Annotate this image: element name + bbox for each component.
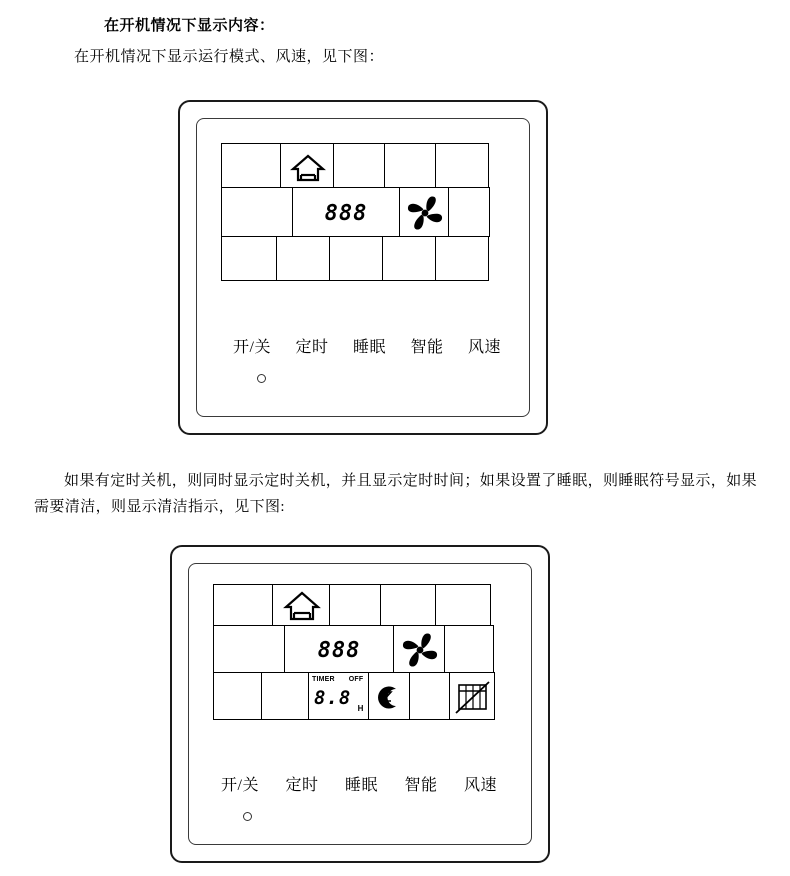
lcd-cell-sleep	[368, 672, 410, 720]
controller-panel-2	[170, 545, 550, 863]
off-label: OFF	[348, 676, 364, 683]
lcd-cell	[213, 672, 262, 720]
lcd-cell	[329, 584, 381, 626]
home-icon	[281, 144, 335, 189]
temperature-value: 888	[317, 638, 361, 663]
lcd-cell	[221, 187, 293, 237]
controller-bezel-2	[188, 563, 532, 845]
lcd-cell	[221, 143, 281, 188]
controller-panel-1	[178, 100, 548, 435]
lcd-cell	[221, 236, 277, 281]
button-timer-2[interactable]: 定时	[285, 777, 319, 794]
temperature-value: 888	[324, 201, 368, 226]
lcd-cell	[333, 143, 385, 188]
lcd-cell	[444, 625, 494, 673]
button-row-1	[233, 334, 501, 357]
lcd-display-2	[213, 584, 495, 728]
timer-label: TIMER	[311, 676, 335, 683]
lcd-cell-fan	[393, 625, 445, 673]
lcd-cell	[435, 143, 489, 188]
moon-icon	[369, 673, 411, 721]
lcd-row-middle-2	[213, 625, 495, 673]
lcd-cell-temperature	[292, 187, 400, 237]
lcd-cell-fan	[399, 187, 449, 237]
lcd-cell	[380, 584, 436, 626]
button-sleep-1[interactable]: 睡眠	[352, 339, 386, 356]
page-subline: 在开机情况下显示运行模式、风速，见下图：	[74, 49, 385, 65]
lcd-row-top-1	[221, 143, 491, 188]
button-sleep-2[interactable]: 睡眠	[344, 777, 378, 794]
fan-icon	[400, 188, 450, 238]
button-fanspeed-2[interactable]: 风速	[463, 777, 497, 794]
lcd-cell	[409, 672, 451, 720]
lcd-row-middle-1	[221, 187, 491, 237]
fan-icon	[394, 626, 446, 674]
lcd-cell-timer	[308, 672, 369, 720]
lcd-cell	[261, 672, 309, 720]
timer-unit: H	[357, 704, 364, 713]
lcd-cell-mode	[280, 143, 334, 188]
timer-value: 8.8	[313, 687, 352, 709]
lcd-cell	[435, 236, 489, 281]
lcd-cell-clean	[449, 672, 495, 720]
controller-bezel-1	[196, 118, 530, 417]
power-led-1	[257, 374, 266, 383]
button-timer-1[interactable]: 定时	[295, 339, 329, 356]
lcd-cell	[382, 236, 436, 281]
lcd-row-bottom-1	[221, 236, 491, 281]
lcd-cell	[276, 236, 330, 281]
lcd-cell-temperature	[284, 625, 394, 673]
body-paragraph: 如果有定时关机，则同时显示定时关机，并且显示定时时间；如果设置了睡眠，则睡眠符号显示，如果需要清洁，则显示清洁指示，见下图:	[34, 473, 758, 515]
lcd-cell-mode	[272, 584, 330, 626]
lcd-cell	[384, 143, 436, 188]
power-led-2	[243, 812, 252, 821]
button-row-2	[221, 772, 497, 795]
lcd-cell	[435, 584, 491, 626]
lcd-cell	[448, 187, 490, 237]
lcd-row-bottom-2	[213, 672, 495, 720]
clean-filter-icon	[450, 673, 496, 721]
button-power-1[interactable]: 开/关	[233, 339, 271, 356]
lcd-display-1	[221, 143, 491, 283]
button-smart-2[interactable]: 智能	[404, 777, 438, 794]
button-power-2[interactable]: 开/关	[221, 777, 259, 794]
lcd-cell	[213, 584, 273, 626]
page-heading: 在开机情况下显示内容：	[104, 18, 275, 34]
lcd-cell	[329, 236, 383, 281]
lcd-cell	[213, 625, 285, 673]
lcd-row-top-2	[213, 584, 495, 626]
button-smart-1[interactable]: 智能	[410, 339, 444, 356]
home-icon	[273, 585, 331, 627]
button-fanspeed-1[interactable]: 风速	[467, 339, 501, 356]
